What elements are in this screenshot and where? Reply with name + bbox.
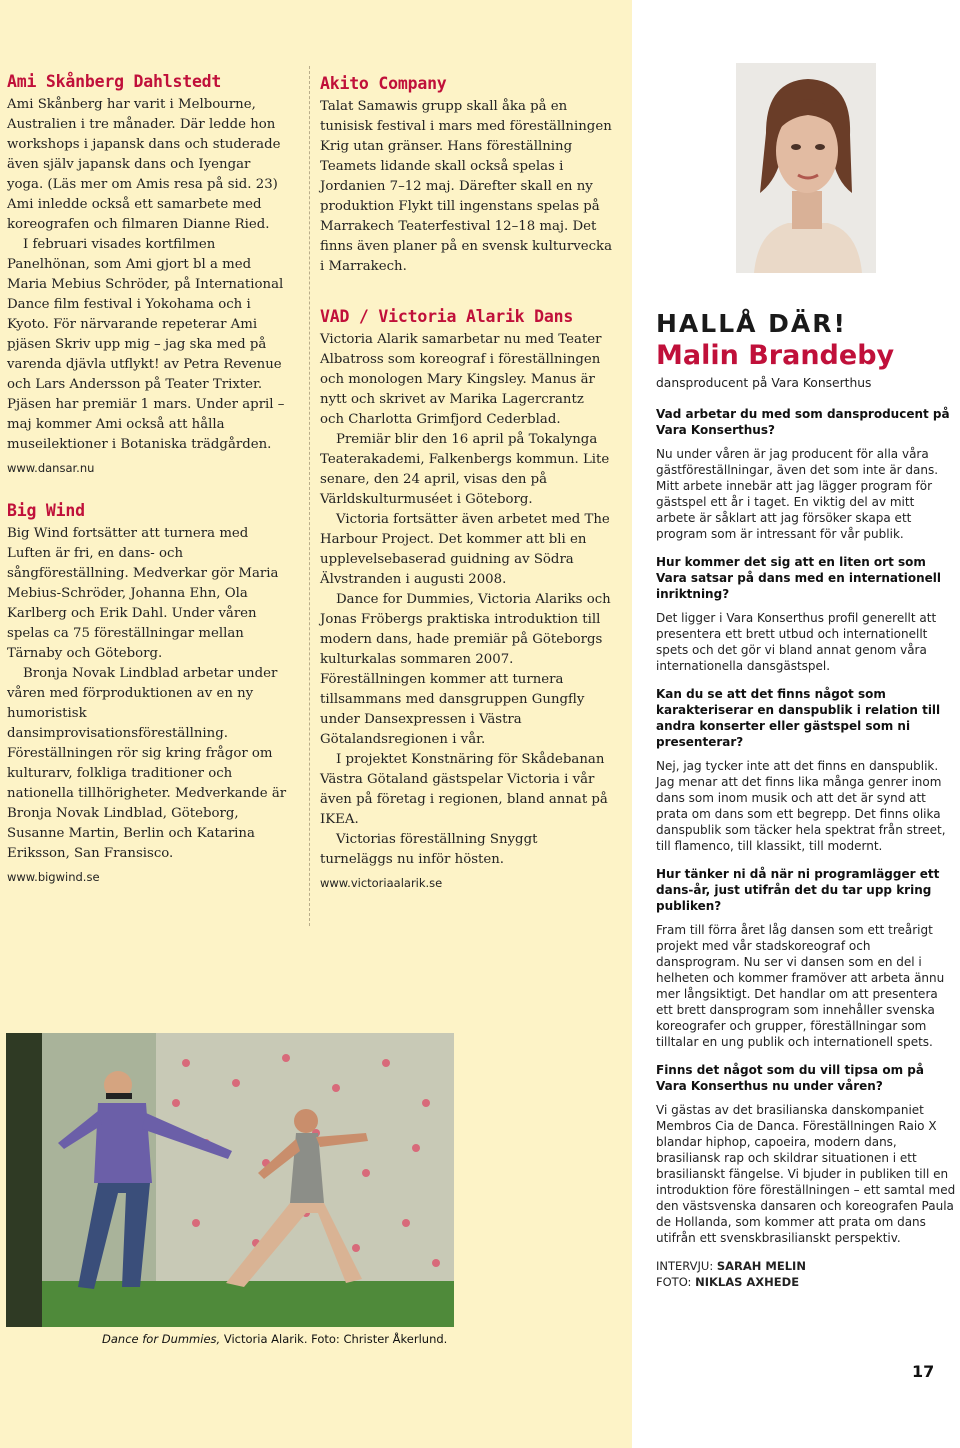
- credit-photo-name: NIKLAS AXHEDE: [695, 1275, 800, 1289]
- interview-role: dansproducent på Vara Konserthus: [656, 376, 872, 390]
- caption-title: Dance for Dummies,: [102, 1332, 221, 1346]
- ami-body: [7, 95, 289, 455]
- vad-paragraph-6: Victorias föreställning Snyggt turneläggs nu inför hösten.: [320, 832, 538, 867]
- ami-heading: Ami Skånberg Dahlstedt: [7, 72, 222, 91]
- bigwind-paragraph-1: Big Wind fortsätter att turnera med Luften är fri, en dans- och sångföreställning. Medverkar gör Maria Mebius-Schröder, Johanna Ehn, Ola Karlberg och Erik Dahl. Under våren spelas ca 75 föreställningar mellan Tärnaby och Göteborg.: [7, 526, 279, 661]
- vad-paragraph-3: Victoria fortsätter även arbetet med The Harbour Project. Det kommer att bli en upplevelsebaserad guidning av Södra Älvstranden i augusti 2008.: [320, 512, 610, 587]
- vad-link[interactable]: www.victoriaalarik.se: [320, 876, 443, 890]
- vad-paragraph-2: Premiär blir den 16 april på Tokalynga Teaterakademi, Falkenbergs kommun. Lite senare, den 24 april, visas den på Världskulturmuséet i Göteborg.: [320, 432, 610, 507]
- credit-interview-name: SARAH MELIN: [716, 1259, 806, 1273]
- interview-question-5: Finns det något som du vill tipsa om på Vara Konserthus nu under våren?: [656, 1063, 924, 1093]
- interview-question-1: Vad arbetar du med som dansproducent på Vara Konserthus?: [656, 407, 950, 437]
- vad-paragraph-5: I projektet Konstnäring för Skådebanan Västra Götaland gästspelar Victoria i vår även på företag i regionen, bland annat på IKEA.: [320, 752, 608, 827]
- vad-paragraph-1: Victoria Alarik samarbetar nu med Teater Albatross som koreograf i föreställningen och monologen Mary Kingsley. Manus är nytt och skrivet av Marika Lagercrantz och Charlotta Grimfjord Cederblad.: [320, 332, 602, 427]
- bigwind-heading: Big Wind: [7, 501, 85, 520]
- dance-scene-illustration: [6, 1033, 454, 1327]
- portrait-photo: [736, 63, 876, 273]
- credit-photo-label: FOTO:: [656, 1275, 692, 1289]
- interview-name: Malin Brandeby: [656, 340, 895, 371]
- bigwind-link[interactable]: www.bigwind.se: [7, 870, 100, 884]
- vad-paragraph-4: Dance for Dummies, Victoria Alariks och Jonas Fröbergs praktiska introduktion till modern dans, hade premiär på Göteborgs kulturkalas sommaren 2007. Föreställningen kommer att turnera tillsammans med dansgruppen Gungfly under Dansexpressen i Västra Götalandsregionen i vår.: [320, 592, 611, 747]
- photo-caption: [102, 1332, 447, 1346]
- akito-body: [320, 97, 612, 277]
- ami-link[interactable]: www.dansar.nu: [7, 461, 95, 475]
- column-middle: [320, 74, 612, 890]
- akito-heading: Akito Company: [320, 74, 447, 93]
- credit-interview-label: INTERVJU:: [656, 1259, 714, 1273]
- interview-answer-4: Fram till förra året låg dansen som ett treårigt projekt med vår stadskoreograf och dansprogram. Nu ser vi dansen som en del i helheten och kommer framöver att arbeta ännu mer långsiktigt. Det handlar om att presentera ett brett dansprogram som innehåller svenska koreografer och grupper, föreställningar som tilltalar en ung publik och internationell spets.: [656, 923, 945, 1049]
- interview-answer-2: Det ligger i Vara Konserthus profil generellt att presentera ett brett utbud och internationellt spets och det gör vi bland annat genom våra internationella dansgästspel.: [656, 611, 937, 673]
- credits: [656, 1258, 956, 1290]
- dance-photo: [6, 1033, 454, 1327]
- ami-paragraph-1: Ami Skånberg har varit i Melbourne, Australien i tre månader. Där ledde hon workshops i japansk dans och studerade även själv japansk dans och Iyengar yoga. (Läs mer om Amis resa på sid. 23) Ami inledde också ett samarbete med koreografen och filmaren Dianne Ried.: [7, 97, 281, 232]
- page-number: 17: [912, 1362, 935, 1381]
- bigwind-body: [7, 524, 289, 864]
- interview-answer-1: Nu under våren är jag producent för alla våra gästföreställningar, även det som inte är dans. Mitt arbete innebär att jag lägger program för gästspel ett år i taget. En viktig del av mitt arbete är såklart att jag försöker skapa ett program som är intressant för vår publik.: [656, 447, 939, 541]
- interview-question-3: Kan du se att det finns något som karakteriserar en danspublik i relation till andra konserter eller gästspel som ni presenterar?: [656, 687, 941, 749]
- caption-rest: Victoria Alarik. Foto: Christer Åkerlund.: [220, 1332, 448, 1346]
- column-right-interview: [656, 310, 956, 1290]
- interview-answer-5: Vi gästas av det brasilianska danskompaniet Membros Cia de Danca. Föreställningen Raio X blandar hiphop, capoeira, modern dans, brasiliansk rap och skildrar situationen i ett brasilianskt fängelse. Vi bjuder in publiken till en introduktion före föreställningen – ett samtal med den västsvenska dansaren och koreografen Paula de Hollanda, som kommer att prata om dans utifrån ett svenskbrasilianskt perspektiv.: [656, 1103, 956, 1245]
- vad-heading: VAD / Victoria Alarik Dans: [320, 307, 574, 326]
- column-left: [7, 72, 289, 884]
- portrait-illustration: [736, 63, 876, 273]
- bigwind-paragraph-2: Bronja Novak Lindblad arbetar under våren med förproduktionen av en ny humoristisk dansimprovisationsföreställning. Föreställningen rör sig kring frågor om kulturarv, folkliga traditioner och nationella tillhörigheter. Medverkande är Bronja Novak Lindblad, Göteborg, Susanne Martin, Berlin och Katarina Eriksson, San Fransisco.: [7, 666, 287, 861]
- interview-question-2: Hur kommer det sig att en liten ort som Vara satsar på dans med en internationell inriktning?: [656, 555, 942, 601]
- vad-body: [320, 330, 612, 870]
- akito-paragraph-1: Talat Samawis grupp skall åka på en tunisisk festival i mars med föreställningen Krig utan gränser. Hans föreställning Teamets lidande skall också spelas i Jordanien 7–12 maj. Därefter skall en ny produktion Flykt till ingenstans spelas på Marrakech Teaterfestival 12–18 maj. Det finns även planer på en svensk kulturvecka i Marrakech.: [320, 99, 613, 274]
- ami-paragraph-2: I februari visades kortfilmen Panelhönan, som Ami gjort bl a med Maria Mebius Schröder, på International Dance film festival i Yokohama och i Kyoto. För närvarande repeterar Ami pjäsen Skriv upp mig – jag ska med på varenda djävla utflykt! av Petra Revenue och Lars Andersson på Teater Trixter. Pjäsen har premiär 1 mars. Under april – maj kommer Ami också att hålla museilektioner i Botaniska trädgården.: [7, 237, 285, 452]
- interview-question-4: Hur tänker ni då när ni programlägger ett dans-år, just utifrån det du tar upp kring publiken?: [656, 867, 940, 913]
- interview-answer-3: Nej, jag tycker inte att det finns en danspublik. Jag menar att det finns lika många genrer inom dans som inom musik och att det är synd att prata om dans som ett begrepp. Det finns olika danspublik som täcker hela spektrat från street, till flamenco, till klassikt, till modernt.: [656, 759, 946, 853]
- column-divider: [309, 66, 310, 926]
- interview-kicker: HALLÅ DÄR!: [656, 309, 847, 338]
